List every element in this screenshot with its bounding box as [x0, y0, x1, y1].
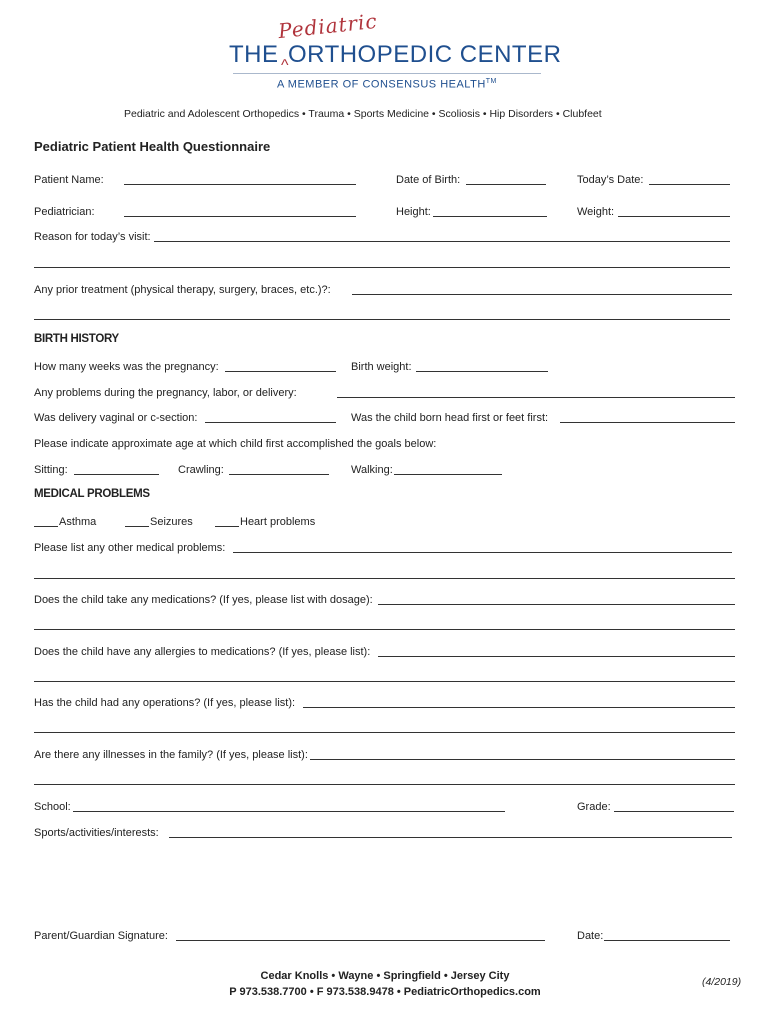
signature-label: Parent/Guardian Signature: [34, 930, 168, 942]
weeks-field[interactable] [225, 371, 336, 372]
pregnancy-problems-label: Any problems during the pregnancy, labor, or delivery: [34, 387, 297, 399]
medical-problems-heading: MEDICAL PROBLEMS [34, 488, 150, 500]
school-field[interactable] [73, 811, 505, 812]
medications-field[interactable] [378, 604, 735, 605]
logo-script-text: Pediatric [277, 8, 379, 44]
school-label: School: [34, 801, 71, 813]
allergies-field[interactable] [378, 656, 735, 657]
allergies-line2[interactable] [34, 681, 735, 682]
family-illness-label: Are there any illnesses in the family? (If yes, please list): [34, 749, 308, 761]
sports-field[interactable] [169, 837, 732, 838]
other-problems-field[interactable] [233, 552, 732, 553]
grade-field[interactable] [614, 811, 734, 812]
dob-label: Date of Birth: [396, 174, 461, 186]
prior-treatment-field[interactable] [352, 294, 732, 295]
todays-date-field[interactable] [649, 184, 730, 185]
asthma-label: Asthma [59, 516, 97, 528]
operations-label: Has the child had any operations? (If yes, please list): [34, 697, 296, 709]
logo-member-text: A MEMBER OF CONSENSUS HEALTH™ [277, 78, 497, 91]
family-illness-line2[interactable] [34, 784, 735, 785]
weeks-label: How many weeks was the pregnancy: [34, 361, 219, 373]
height-label: Height: [396, 206, 431, 218]
weight-label: Weight: [577, 206, 615, 218]
footer-contact: P 973.538.7700 • F 973.538.9478 • PediatricOrthopedics.com [229, 986, 541, 998]
logo-divider [233, 73, 541, 74]
footer-locations: Cedar Knolls • Wayne • Springfield • Jersey City [260, 970, 510, 982]
goals-label: Please indicate approximate age at which child first accomplished the goals below: [34, 438, 437, 450]
height-field[interactable] [433, 216, 547, 217]
birth-weight-label: Birth weight: [351, 361, 412, 373]
weight-field[interactable] [618, 216, 730, 217]
operations-field[interactable] [303, 707, 735, 708]
reason-field[interactable] [154, 241, 730, 242]
form-version: (4/2019) [702, 976, 742, 988]
patient-name-label: Patient Name: [34, 174, 104, 186]
medications-label: Does the child take any medications? (If yes, please list with dosage): [34, 594, 373, 606]
delivery-label: Was delivery vaginal or c-section: [34, 412, 198, 424]
page-title: Pediatric Patient Health Questionnaire [34, 139, 271, 154]
birth-history-heading: BIRTH HISTORY [34, 333, 119, 345]
heart-problems-label: Heart problems [240, 516, 316, 528]
birth-weight-field[interactable] [416, 371, 548, 372]
head-feet-field[interactable] [560, 422, 735, 423]
pediatrician-label: Pediatrician: [34, 206, 95, 218]
delivery-field[interactable] [205, 422, 336, 423]
allergies-label: Does the child have any allergies to medications? (If yes, please list): [34, 646, 371, 658]
reason-field-line2[interactable] [34, 267, 730, 268]
seizures-checkline[interactable] [125, 526, 149, 527]
logo-the: THE [229, 41, 279, 68]
head-feet-label: Was the child born head first or feet first: [351, 412, 549, 424]
logo-name: ORTHOPEDIC CENTER [288, 41, 562, 68]
crawling-label: Crawling: [178, 464, 224, 476]
reason-label: Reason for today’s visit: [34, 231, 151, 243]
pregnancy-problems-field[interactable] [337, 397, 735, 398]
crawling-field[interactable] [229, 474, 329, 475]
walking-field[interactable] [394, 474, 502, 475]
todays-date-label: Today’s Date: [577, 174, 644, 186]
signature-field[interactable] [176, 940, 545, 941]
grade-label: Grade: [577, 801, 611, 813]
dob-field[interactable] [466, 184, 546, 185]
sitting-label: Sitting: [34, 464, 68, 476]
walking-label: Walking: [351, 464, 393, 476]
family-illness-field[interactable] [310, 759, 735, 760]
patient-name-field[interactable] [124, 184, 356, 185]
other-problems-label: Please list any other medical problems: [34, 542, 226, 554]
prior-treatment-line2[interactable] [34, 319, 730, 320]
signature-date-label: Date: [577, 930, 604, 942]
sports-label: Sports/activities/interests: [34, 827, 159, 839]
pediatrician-field[interactable] [124, 216, 356, 217]
heart-checkline[interactable] [215, 526, 239, 527]
seizures-label: Seizures [150, 516, 193, 528]
asthma-checkline[interactable] [34, 526, 58, 527]
other-problems-line2[interactable] [34, 578, 735, 579]
prior-treatment-label: Any prior treatment (physical therapy, surgery, braces, etc.)?: [34, 284, 331, 296]
sitting-field[interactable] [74, 474, 159, 475]
medications-line2[interactable] [34, 629, 735, 630]
signature-date-field[interactable] [604, 940, 730, 941]
logo-caret: ^ [281, 57, 289, 74]
specialties-line: Pediatric and Adolescent Orthopedics • Trauma • Sports Medicine • Scoliosis • Hip Disorders • Clubfeet [124, 108, 602, 120]
operations-line2[interactable] [34, 732, 735, 733]
